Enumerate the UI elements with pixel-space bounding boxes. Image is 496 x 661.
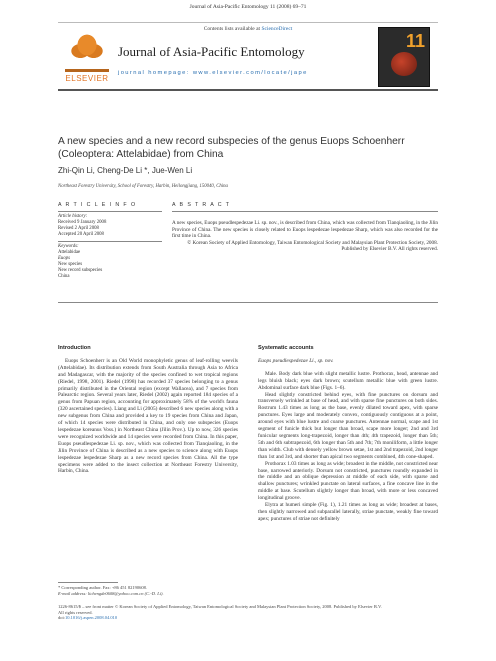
- abstract-rule: [172, 211, 438, 212]
- issn-line: 1226-8615/$ – see front matter © Korean Society of Applied Entomology, Taiwan Entomological Society and Malaysian Plant Protection Society, 2008. Published by Elsevier B.V.: [58, 604, 382, 609]
- affiliation: Northeast Forestry University, School of Forestry, Harbin, Heilongjiang, 150040, China: [58, 184, 228, 189]
- sciencedirect-link[interactable]: ScienceDirect: [261, 26, 293, 32]
- contents-prefix: Contents lists available at: [203, 26, 262, 32]
- history-accepted: Accepted 20 April 2008: [58, 232, 104, 237]
- cover-volume: 11: [405, 31, 425, 51]
- page-footer: [58, 604, 438, 621]
- keyword: New species: [58, 262, 83, 267]
- introduction-paragraph: Euops Schoenherr is an Old World monophyletic genus of leaf-rolling weevils (Attelabidae). Its distribution extends from South Australia through Asia to Africa and Madagascar, with the majority of the species confined to wet tropical regions (Riedel, 1998, 2001). Riedel (1998) has recorded 37 species belonging to a genus primarily distributed in the Oriental region (except Wallacea), and 7 species from Palearctic region. Several years later, Riedel (2002) again reported 184 species of a genus from Papuan region, accounting for approximately 58% of the world's fauna (320 ascertained species). Liang and Li (2005) described 6 new species along with a new subgenus from China and provided a key to 19 species from China and Japan, of which 14 species were distributed in China, and only one subspecies (Euops lespedezae koreanus Voss.) in Northeast China (Jilin Prov.). Up to now, 326 species were recognized worldwide and 14 species were recorded from China. In this paper, Euops pseudlespedezae Li. sp. nov., which was collected from Tianqiaoling, in the Jilin Province of China is described as a new species to science along with Euops lespedezae lespedezae Sharp as a new record species from China. All the type specimens were added to the insect collection at Northeast Forestry University, Harbin, China.: [58, 357, 238, 475]
- systematic-column: [258, 345, 438, 523]
- beetle-icon: [391, 52, 417, 76]
- doi-line: [58, 615, 438, 621]
- keyword: Euops: [58, 256, 70, 261]
- abstract-copyright: © Korean Society of Applied Entomology, Taiwan Entomological Society and Malaysian Plant Protection Society, 2008. Published by Elsevier B.V. All rights reserved.: [187, 239, 438, 253]
- body-paragraph: Head slightly constricted behind eyes, with fine punctures on dorsum and transversely wrinkled at base of head, and with sparse fine punctures on both sides. Rostrum 1.43 times as long as the base, evenly dilated toward apex, with sparse punctures. Eyes large and moderately convex, contiguously contiguous at a point, around eyes with blue lustre and coarse punctures. Antennae normal, scape and 1st segment of funicle thick but longer than broad, scape more longer; 2nd and 3rd funicular segments long-trapezoid, longer than 4th; 4th trapezoid, longer than 5th; 5th and 6th subtrapezoid, 6th longer than 5th and 7th; 7th moniliform, a little longer than width. Club with densely yellow brown setae, 1st and 2nd trapezoid, 2nd longer than 1st and 3rd, and shorter than apical two segments combined, 4th cone-shaped.: [258, 391, 438, 460]
- abstract-text: A new species, Euops pseudlespedezae Li. sp. nov., is described from China, which was collected from Tianqiaoling, in the Jilin Province of China. The new species is closely related to Euops lespedezae lespedezae Sharp, which was also recorded for the first time in China.: [172, 220, 438, 240]
- info-divider: [58, 241, 162, 242]
- body-paragraph: Male. Body dark blue with slight metallic lustre. Prothorax, head, antennae and legs bluish black; eyes dark brown; scutellum metallic blue with green lustre. Abdominal surface dark blue (Figs. 1–6).: [258, 370, 438, 391]
- running-header: Journal of Asia-Pacific Entomology 11 (2008) 69–71: [189, 4, 307, 10]
- keywords-label: Keywords:: [58, 244, 79, 249]
- introduction-column: [58, 345, 238, 475]
- history-label: Article history:: [58, 214, 88, 219]
- journal-homepage-link[interactable]: journal homepage: www.elsevier.com/locate/jape: [118, 70, 308, 76]
- article-title: [58, 135, 458, 161]
- journal-name: Journal of Asia-Pacific Entomology: [118, 44, 305, 59]
- article-info: [58, 214, 162, 280]
- authors: Zhi-Qin Li, Cheng-De Li *, Jue-Wen Li: [58, 166, 193, 175]
- title-line-2: (Coleoptera: Attelabidae) from China: [58, 149, 224, 160]
- rights-line: All rights reserved.: [58, 609, 93, 615]
- abstract-heading: A B S T R A C T: [172, 202, 231, 208]
- body-paragraph: Elytra at humeri simple (Fig. 1), 1.21 times as long as wide; broadest at bases, then slightly narrowed and subparallel laterally, striae punctate, weakly fine toward apex; punctures of striae not definitely: [258, 502, 438, 522]
- email-address: E-mail address: lichengde0608@yahoo.com.cn (C.-D. Li).: [58, 590, 164, 596]
- journal-cover: [378, 27, 430, 87]
- tree-icon: [65, 29, 109, 72]
- elsevier-logo: [58, 25, 116, 85]
- elsevier-wordmark: ELSEVIER: [65, 74, 109, 83]
- corresponding-author: * Corresponding author. Fax: +86 451 82190608.: [58, 585, 148, 590]
- species-name: Euops pseudlespedezae Li., sp. nov.: [258, 357, 334, 364]
- abstract-bottom-rule: [58, 302, 438, 303]
- introduction-heading: Introduction: [58, 345, 91, 351]
- abstract: [172, 220, 438, 253]
- history-received: Received 9 January 2008: [58, 220, 107, 225]
- title-line-1: A new species and a new record subspecies of the genus Euops Schoenherr: [58, 136, 405, 147]
- footnote: [58, 585, 438, 596]
- body-paragraph: Prothorax 1.03 times as long as wide; broadest in the middle, not constricted near base, narrowed anteriorly. Dorsum not constricted, punctures roundly expanded in the middle and an oblique depression at middle of each side, with sparse and shallow punctures; wrinkled punctate on lateral surfaces, a fine concave line in the middle at base. Scutellum slightly longer than broad, with more or less concaved longitudinal groove.: [258, 460, 438, 502]
- doi-link[interactable]: 10.1016/j.aspen.2008.04.010: [65, 615, 118, 621]
- history-revised: Revised 2 April 2008: [58, 226, 99, 231]
- article-info-rule: [58, 211, 162, 212]
- footnote-rule: [58, 582, 118, 583]
- keyword: China: [58, 274, 70, 279]
- systematic-heading: Systematic accounts: [258, 345, 314, 351]
- doi-prefix: doi:: [58, 615, 66, 621]
- article-info-heading: A R T I C L E I N F O: [58, 202, 137, 208]
- keyword: Attelabidae: [58, 250, 81, 255]
- keyword: New record subspecies: [58, 268, 103, 273]
